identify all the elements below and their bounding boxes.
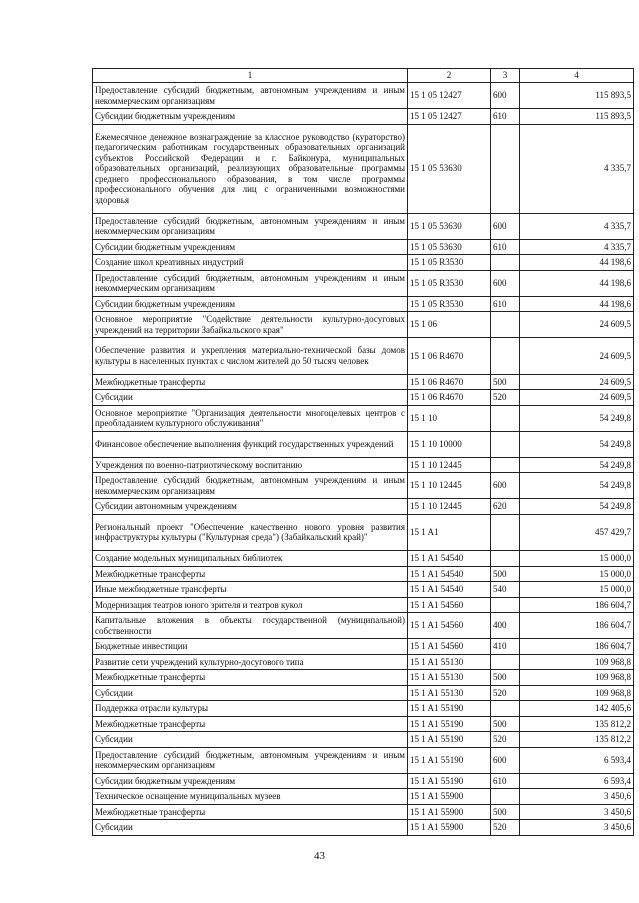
row-name: Предоставление субсидий бюджетным, автономным учреждениям и иным некоммерческим организациям [93,213,408,239]
row-name: Техническое оснащение муниципальных музеев [93,789,408,805]
row-type: 610 [491,296,520,312]
row-amount: 186 604,7 [520,613,634,639]
row-name: Межбюджетные трансферты [93,374,408,390]
table-row [93,270,634,296]
row-name: Межбюджетные трансферты [93,670,408,686]
row-code: 15 1 10 [408,405,491,431]
header-col-3: 3 [491,69,520,83]
row-amount: 135 812,2 [520,732,634,748]
table-row [93,499,634,515]
row-name: Основное мероприятие "Организация деятельности многоцелевых центров с преобладанием культурного обслуживания" [93,405,408,431]
row-name: Субсидии бюджетным учреждениям [93,296,408,312]
table-row [93,639,634,655]
row-amount: 3 450,6 [520,820,634,836]
row-name: Обеспечение развития и укрепления материально-технической базы домов культуры в населенных пунктах с числом жителей до 50 тысяч человек [93,338,408,375]
row-type [491,551,520,567]
table-row [93,670,634,686]
row-type: 600 [491,473,520,499]
row-amount: 24 609,5 [520,338,634,375]
row-type: 520 [491,732,520,748]
row-type: 600 [491,213,520,239]
row-type [491,457,520,473]
table-row [93,109,634,125]
row-code: 15 1 A1 55130 [408,654,491,670]
row-code: 15 1 A1 [408,514,491,551]
table-row [93,431,634,457]
row-code: 15 1 A1 55190 [408,747,491,773]
table-row [93,685,634,701]
row-amount: 142 405,6 [520,701,634,717]
row-code: 15 1 A1 54540 [408,582,491,598]
row-amount: 44 198,6 [520,296,634,312]
row-code: 15 1 A1 55190 [408,732,491,748]
row-name: Создание школ креативных индустрий [93,255,408,271]
row-type: 610 [491,773,520,789]
row-amount: 24 609,5 [520,312,634,338]
row-code: 15 1 A1 54560 [408,613,491,639]
row-name: Поддержка отрасли культуры [93,701,408,717]
row-amount: 54 249,8 [520,431,634,457]
row-amount: 4 335,7 [520,213,634,239]
row-name: Предоставление субсидий бюджетным, автономным учреждениям и иным некоммерческим организациям [93,473,408,499]
row-amount: 44 198,6 [520,255,634,271]
row-name: Создание модельных муниципальных библиотек [93,551,408,567]
row-amount: 186 604,7 [520,639,634,655]
row-code: 15 1 10 12445 [408,473,491,499]
row-code: 15 1 06 R4670 [408,374,491,390]
budget-table-body [93,69,634,836]
row-type: 620 [491,499,520,515]
row-code: 15 1 A1 55130 [408,670,491,686]
row-name: Субсидии [93,732,408,748]
row-amount: 109 968,8 [520,685,634,701]
row-amount: 15 000,0 [520,551,634,567]
row-amount: 109 968,8 [520,670,634,686]
table-row [93,804,634,820]
table-row [93,374,634,390]
table-row [93,255,634,271]
row-code: 15 1 A1 55900 [408,789,491,805]
row-amount: 54 249,8 [520,405,634,431]
row-type: 500 [491,374,520,390]
row-name: Субсидии [93,685,408,701]
row-amount: 6 593,4 [520,747,634,773]
row-code: 15 1 A1 55900 [408,804,491,820]
row-amount: 115 893,5 [520,109,634,125]
row-type [491,514,520,551]
table-row [93,457,634,473]
row-amount: 24 609,5 [520,374,634,390]
row-name: Модернизация театров юного зрителя и театров кукол [93,597,408,613]
row-name: Бюджетные инвестиции [93,639,408,655]
row-type: 500 [491,670,520,686]
table-row [93,773,634,789]
row-type: 410 [491,639,520,655]
row-code: 15 1 05 53630 [408,239,491,255]
row-code: 15 1 06 R4670 [408,390,491,406]
row-code: 15 1 10 12445 [408,457,491,473]
row-name: Региональный проект "Обеспечение качественно нового уровня развития инфраструктуры культуры ("Культурная среда") (Забайкальский край)" [93,514,408,551]
row-type: 520 [491,685,520,701]
row-code: 15 1 A1 54560 [408,639,491,655]
row-type: 610 [491,239,520,255]
row-type [491,405,520,431]
header-col-2: 2 [408,69,491,83]
row-amount: 3 450,6 [520,804,634,820]
row-name: Межбюджетные трансферты [93,566,408,582]
table-row [93,83,634,109]
row-type: 500 [491,804,520,820]
table-row [93,514,634,551]
row-type: 500 [491,566,520,582]
page-number: 43 [314,850,325,862]
row-amount: 186 604,7 [520,597,634,613]
row-amount: 135 812,2 [520,716,634,732]
row-name: Межбюджетные трансферты [93,716,408,732]
row-type: 600 [491,270,520,296]
table-row [93,405,634,431]
row-type: 520 [491,820,520,836]
row-name: Субсидии бюджетным учреждениям [93,239,408,255]
row-amount: 54 249,8 [520,473,634,499]
row-name: Субсидии [93,390,408,406]
row-code: 15 1 05 R3530 [408,296,491,312]
row-name: Предоставление субсидий бюджетным, автономным учреждениям и иным некоммерческим организациям [93,747,408,773]
row-type: 600 [491,83,520,109]
table-row [93,701,634,717]
row-code: 15 1 A1 54560 [408,597,491,613]
row-amount: 24 609,5 [520,390,634,406]
table-row [93,124,634,213]
row-name: Субсидии бюджетным учреждениям [93,773,408,789]
row-type [491,338,520,375]
table-row [93,239,634,255]
row-amount: 54 249,8 [520,457,634,473]
row-code: 15 1 A1 55190 [408,716,491,732]
table-row [93,213,634,239]
row-name: Субсидии бюджетным учреждениям [93,109,408,125]
row-name: Предоставление субсидий бюджетным, автономным учреждениям и иным некоммерческим организациям [93,83,408,109]
row-type [491,654,520,670]
row-amount: 3 450,6 [520,789,634,805]
table-row [93,789,634,805]
table-row [93,338,634,375]
row-amount: 4 335,7 [520,239,634,255]
header-col-4: 4 [520,69,634,83]
row-name: Предоставление субсидий бюджетным, автономным учреждениям и иным некоммерческим организациям [93,270,408,296]
row-name: Учреждения по военно-патриотическому воспитанию [93,457,408,473]
row-amount: 457 429,7 [520,514,634,551]
row-code: 15 1 A1 55190 [408,773,491,789]
table-row [93,747,634,773]
row-code: 15 1 A1 55130 [408,685,491,701]
row-code: 15 1 05 53630 [408,124,491,213]
table-row [93,732,634,748]
row-amount: 54 249,8 [520,499,634,515]
row-code: 15 1 05 R3530 [408,255,491,271]
row-name: Капитальные вложения в объекты государственной (муниципальной) собственности [93,613,408,639]
row-amount: 109 968,8 [520,654,634,670]
row-code: 15 1 A1 55190 [408,701,491,717]
row-type [491,597,520,613]
row-code: 15 1 06 R4670 [408,338,491,375]
row-code: 15 1 06 [408,312,491,338]
row-type [491,124,520,213]
row-name: Ежемесячное денежное вознаграждение за классное руководство (кураторство) педагогическим работникам государственных образовательных организаций субъектов Российской Федерации и г. Байконура, муниципальных образовательных организаций, реализующих образовательные программы среднего профессионального образования, в том числе программы профессионального обучения для лиц с ограниченными возможностями здоровья [93,124,408,213]
row-code: 15 1 05 53630 [408,213,491,239]
row-amount: 115 893,5 [520,83,634,109]
table-row [93,654,634,670]
row-name: Развитие сети учреждений культурно-досугового типа [93,654,408,670]
row-code: 15 1 A1 54540 [408,551,491,567]
row-amount: 15 000,0 [520,582,634,598]
table-row [93,312,634,338]
table-row [93,716,634,732]
row-code: 15 1 10 12445 [408,499,491,515]
table-row [93,473,634,499]
row-amount: 15 000,0 [520,566,634,582]
row-amount: 4 335,7 [520,124,634,213]
row-type [491,255,520,271]
row-amount: 44 198,6 [520,270,634,296]
row-type [491,431,520,457]
row-name: Межбюджетные трансферты [93,804,408,820]
row-type: 610 [491,109,520,125]
row-code: 15 1 05 12427 [408,109,491,125]
table-row [93,597,634,613]
row-type: 520 [491,390,520,406]
header-col-1: 1 [93,69,408,83]
row-name: Субсидии [93,820,408,836]
row-type [491,701,520,717]
row-type: 600 [491,747,520,773]
budget-table [92,68,634,836]
row-type: 540 [491,582,520,598]
row-name: Иные межбюджетные трансферты [93,582,408,598]
row-type: 400 [491,613,520,639]
table-row [93,390,634,406]
table-row [93,551,634,567]
row-code: 15 1 A1 55900 [408,820,491,836]
row-code: 15 1 A1 54540 [408,566,491,582]
row-code: 15 1 05 R3530 [408,270,491,296]
row-type: 500 [491,716,520,732]
row-name: Финансовое обеспечение выполнения функций государственных учреждений [93,431,408,457]
table-row [93,582,634,598]
table-row [93,566,634,582]
header-row [93,69,634,83]
row-type [491,312,520,338]
table-row [93,820,634,836]
row-name: Основное мероприятие "Содействие деятельности культурно-досуговых учреждений на территории Забайкальского края" [93,312,408,338]
row-name: Субсидии автономным учреждениям [93,499,408,515]
row-type [491,789,520,805]
table-row [93,296,634,312]
row-code: 15 1 05 12427 [408,83,491,109]
table-row [93,613,634,639]
row-amount: 6 593,4 [520,773,634,789]
row-code: 15 1 10 10000 [408,431,491,457]
